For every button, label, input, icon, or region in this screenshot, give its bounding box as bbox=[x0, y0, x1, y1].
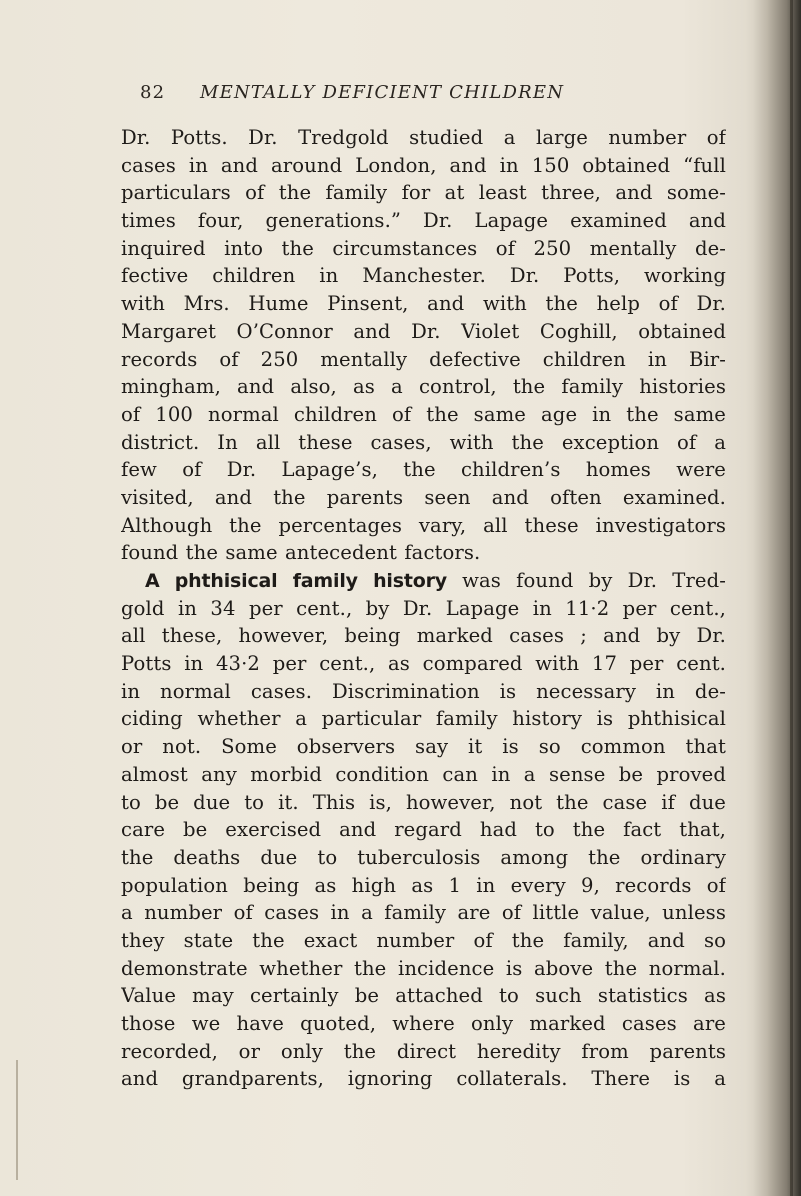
text-line: records of 250 mentally defective children in Bir- bbox=[121, 347, 726, 371]
text-line: gold in 34 per cent., by Dr. Lapage in 11·2 per cent., bbox=[121, 596, 726, 620]
text-line: Dr. Potts. Dr. Tredgold studied a large number of bbox=[121, 126, 726, 149]
page-number: 82 bbox=[140, 82, 166, 103]
text-line: visited, and the parents seen and often examined. bbox=[121, 485, 726, 509]
text-line: district. In all these cases, with the exception of a bbox=[121, 430, 726, 454]
text-line: found the same antecedent factors. bbox=[121, 541, 481, 565]
page-edge-shadow bbox=[753, 0, 801, 1196]
text-line: with Mrs. Hume Pinsent, and with the help of Dr. bbox=[121, 292, 726, 316]
text-line: the deaths due to tuberculosis among the ordinary bbox=[121, 845, 726, 869]
text-line: a number of cases in a family are of little value, unless bbox=[121, 901, 726, 925]
text-line: Margaret O’Connor and Dr. Violet Coghill, obtained bbox=[121, 319, 726, 343]
body-text bbox=[121, 124, 726, 1093]
paragraph-first-line: A phthisical family history was found by Dr. Tred- bbox=[145, 569, 726, 592]
text-line: to be due to it. This is, however, not the case if due bbox=[121, 790, 726, 814]
text-line: in normal cases. Discrimination is necessary in de- bbox=[121, 679, 726, 703]
page-header bbox=[140, 82, 700, 112]
page-edge-line bbox=[790, 0, 793, 1196]
text-line: or not. Some observers say it is so common that bbox=[121, 735, 726, 759]
text-line: Value may certainly be attached to such statistics as bbox=[121, 984, 726, 1008]
text-line: care be exercised and regard had to the fact that, bbox=[121, 818, 726, 842]
text-line: Potts in 43·2 per cent., as compared with 17 per cent. bbox=[121, 652, 726, 676]
text-line: mingham, and also, as a control, the family histories bbox=[121, 375, 726, 399]
text-line: fective children in Manchester. Dr. Potts, working bbox=[121, 264, 726, 288]
text-line: demonstrate whether the incidence is above the normal. bbox=[121, 956, 726, 980]
text-line: population being as high as 1 in every 9, records of bbox=[121, 873, 726, 897]
text-line: almost any morbid condition can in a sense be proved bbox=[121, 762, 726, 786]
text-line: ciding whether a particular family history is phthisical bbox=[121, 707, 726, 731]
text-line: times four, generations.” Dr. Lapage examined and bbox=[121, 209, 726, 233]
text-line: those we have quoted, where only marked cases are bbox=[121, 1012, 726, 1035]
text-line: cases in and around London, and in 150 obtained “full bbox=[121, 153, 726, 177]
text-line: few of Dr. Lapage’s, the children’s homes were bbox=[121, 458, 726, 482]
text-line: they state the exact number of the family, and so bbox=[121, 928, 726, 952]
text-line: of 100 normal children of the same age in the same bbox=[121, 402, 726, 426]
text-line: particulars of the family for at least three, and some- bbox=[121, 181, 726, 205]
left-edge-mark bbox=[16, 1060, 18, 1180]
text-line: Although the percentages vary, all these investigators bbox=[121, 513, 726, 537]
running-title: MENTALLY DEFICIENT CHILDREN bbox=[200, 82, 565, 103]
text-line: recorded, or only the direct heredity from parents bbox=[121, 1039, 726, 1063]
text-line: inquired into the circumstances of 250 mentally de- bbox=[121, 236, 726, 260]
text-line: all these, however, being marked cases ; and by Dr. bbox=[121, 624, 726, 648]
text-line: and grandparents, ignoring collaterals. There is a bbox=[121, 1067, 726, 1091]
run-in-heading: A phthisical family history bbox=[145, 570, 447, 592]
